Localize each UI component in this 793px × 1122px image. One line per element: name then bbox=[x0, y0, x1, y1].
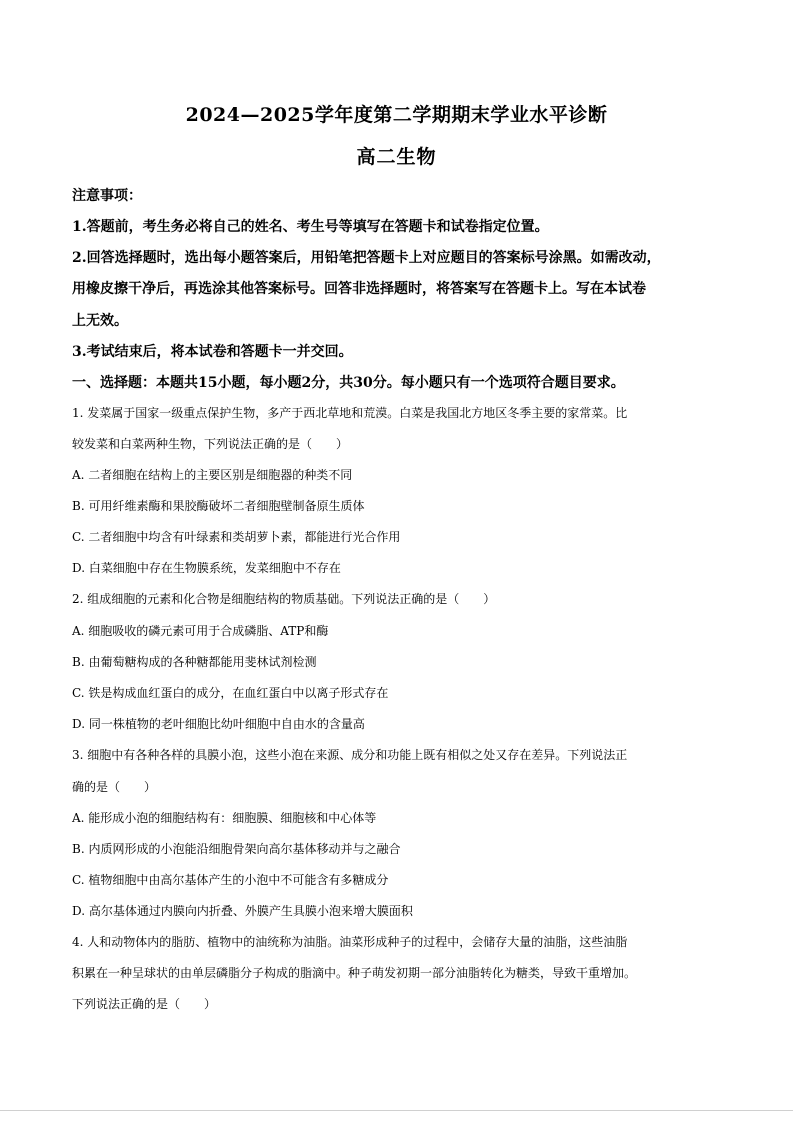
notice-item-2-line-2: 用橡皮擦干净后，再选涂其他答案标号。回答非选择题时，将答案写在答题卡上。写在本试卷 bbox=[72, 281, 646, 297]
question-3-option-b: B. 内质网形成的小泡能沿细胞骨架向高尔基体移动并与之融合 bbox=[72, 842, 401, 856]
question-3-stem-line-1: 3. 细胞中有各种各样的具膜小泡，这些小泡在来源、成分和功能上既有相似之处又存在差异。下列说法正 bbox=[72, 748, 628, 762]
question-2-stem: 2. 组成细胞的元素和化合物是细胞结构的物质基础。下列说法正确的是（ ） bbox=[72, 592, 496, 606]
page-bottom-divider bbox=[0, 1110, 793, 1111]
question-1-option-b: B. 可用纤维素酶和果胶酶破坏二者细胞壁制备原生质体 bbox=[72, 499, 365, 513]
question-2-option-c: C. 铁是构成血红蛋白的成分，在血红蛋白中以离子形式存在 bbox=[72, 686, 389, 700]
question-1-stem-line-2: 较发菜和白菜两种生物，下列说法正确的是（ ） bbox=[72, 437, 349, 451]
question-4-stem-line-2: 积累在一种呈球状的由单层磷脂分子构成的脂滴中。种子萌发初期一部分油脂转化为糖类，导致干重增加。 bbox=[72, 966, 637, 980]
subject-title: 高二生物 bbox=[356, 146, 437, 168]
question-3-option-d: D. 高尔基体通过内膜向内折叠、外膜产生具膜小泡来增大膜面积 bbox=[72, 904, 413, 918]
question-4-stem-line-1: 4. 人和动物体内的脂肪、植物中的油统称为油脂。油菜形成种子的过程中，会储存大量的油脂，这些油脂 bbox=[72, 935, 628, 949]
question-3-option-a: A. 能形成小泡的细胞结构有：细胞膜、细胞核和中心体等 bbox=[72, 811, 377, 825]
exam-title: 2024—2025学年度第二学期期末学业水平诊断 bbox=[185, 104, 608, 126]
question-2-option-a: A. 细胞吸收的磷元素可用于合成磷脂、ATP和酶 bbox=[72, 624, 329, 638]
notice-item-3: 3.考试结束后，将本试卷和答题卡一并交回。 bbox=[72, 344, 353, 360]
question-1-stem-line-1: 1. 发菜属于国家一级重点保护生物，多产于西北草地和荒漠。白菜是我国北方地区冬季主要的家常菜。比 bbox=[72, 406, 628, 420]
question-2-option-d: D. 同一株植物的老叶细胞比幼叶细胞中自由水的含量高 bbox=[72, 717, 365, 731]
notice-heading: 注意事项： bbox=[72, 188, 142, 204]
notice-item-1: 1.答题前，考生务必将自己的姓名、考生号等填写在答题卡和试卷指定位置。 bbox=[72, 219, 549, 235]
section-heading: 一、选择题：本题共15小题，每小题2分，共30分。每小题只有一个选项符合题目要求。 bbox=[72, 375, 625, 391]
question-1-option-d: D. 白菜细胞中存在生物膜系统，发菜细胞中不存在 bbox=[72, 561, 341, 575]
notice-item-2-line-3: 上无效。 bbox=[72, 313, 128, 329]
question-1-option-a: A. 二者细胞在结构上的主要区别是细胞器的种类不同 bbox=[72, 468, 353, 482]
notice-item-2-line-1: 2.回答选择题时，选出每小题答案后，用铅笔把答题卡上对应题目的答案标号涂黑。如需改动， bbox=[72, 250, 661, 266]
question-3-option-c: C. 植物细胞中由高尔基体产生的小泡中不可能含有多糖成分 bbox=[72, 873, 389, 887]
question-1-option-c: C. 二者细胞中均含有叶绿素和类胡萝卜素，都能进行光合作用 bbox=[72, 530, 401, 544]
question-4-stem-line-3: 下列说法正确的是（ ） bbox=[72, 997, 217, 1011]
question-3-stem-line-2: 确的是（ ） bbox=[72, 780, 157, 794]
question-2-option-b: B. 由葡萄糖构成的各种糖都能用斐林试剂检测 bbox=[72, 655, 317, 669]
